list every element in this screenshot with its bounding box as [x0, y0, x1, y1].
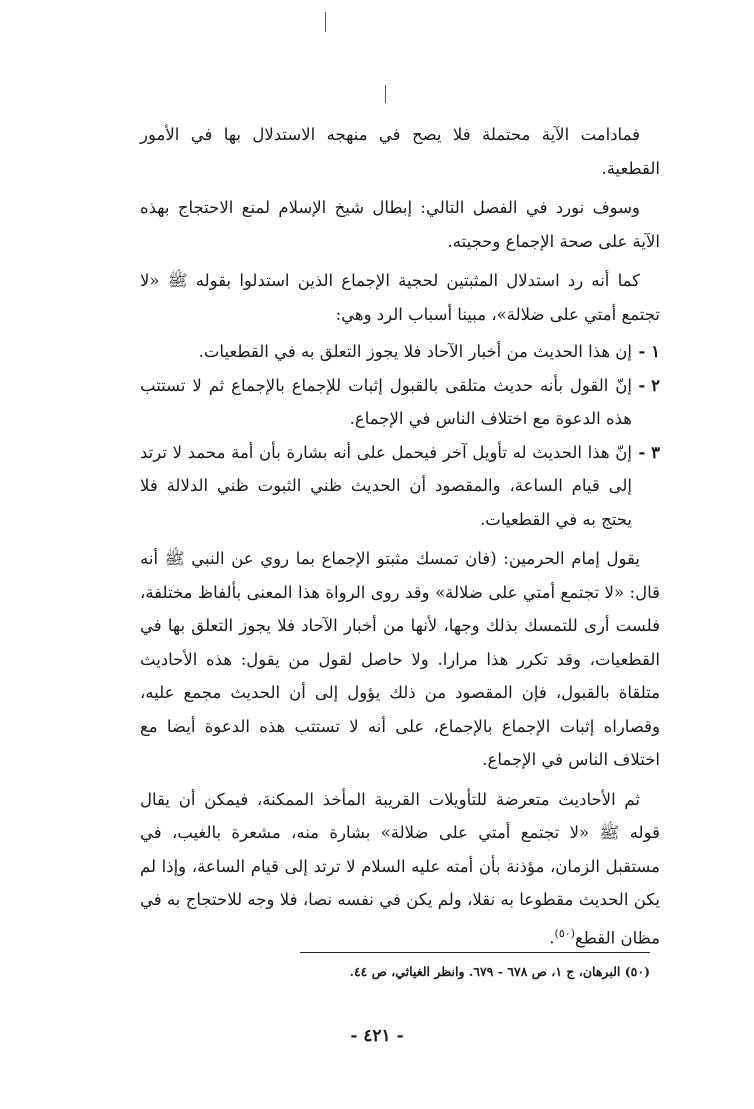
scan-mark-middle — [385, 85, 386, 103]
list-item — [140, 436, 660, 537]
list-number: ٣ - — [638, 442, 660, 462]
scan-mark-top — [325, 12, 326, 32]
paragraph-1: فمادامت الآية محتملة فلا يصح في منهجه الاستدلال بها في الأمور القطعية. — [140, 125, 660, 178]
final-paragraph — [140, 783, 660, 955]
final-paragraph-text: ثم الأحاديث متعرضة للتأويلات القريبة المأخذ الممكنة، فيمكن أن يقال قوله ﷺ «لا تجتمع أمتي على ضلالة» بشارة منه، مشعرة بالغيب، في مستقبل الزمان، مؤذنة بأن أمته عليه السلام لا ترتد إلى قيام الساعة، وإذا لم يكن الحديث مقطوعا به نقلا، ولم يكن في نفسه نصا، فلا وجه للاحتجاج به في مظان القطع — [140, 789, 660, 947]
footnote-divider — [300, 952, 650, 953]
paragraph-3: كما أنه رد استدلال المثبتين لحجية الإجماع الذين استدلوا بقوله ﷺ «لا تجتمع أمتي على ضلالة»، مبينا أسباب الرد وهي: — [140, 271, 660, 324]
list-text: إنّ هذا الحديث له تأويل آخر فيحمل على أنه بشارة بأن أمة محمد لا ترتد إلى قيام الساعة، والمقصود أن الحديث ظني الثبوت ظني الدلالة فلا يحتج به في القطعيات. — [140, 442, 632, 529]
list-number: ١ - — [638, 342, 660, 361]
list-text: إنّ القول بأنه حديث متلقى بالقبول إثبات للإجماع بالإجماع ثم لا تستتب هذه الدعوة مع اختلاف الناس في الإجماع. — [140, 375, 632, 428]
list-item — [140, 335, 660, 369]
paragraph-2: وسوف نورد في الفصل التالي: إبطال شيخ الإسلام لمنع الاحتجاج بهذه الآية على صحة الإجماع وحجيته. — [140, 198, 660, 251]
list-number: ٢ - — [638, 375, 660, 395]
page-number: - ٤٢١ - — [350, 1026, 404, 1046]
list-text: إن هذا الحديث من أخبار الآحاد فلا يجوز التعلق به في القطعيات. — [198, 342, 632, 361]
quote-paragraph: يقول إمام الحرمين: (فان تمسك مثبتو الإجماع بما روي عن النبي ﷺ أنه قال: «لا تجتمع أمتي على ضلالة» وقد روى الرواة هذا المعنى بألفاظ مختلفة، فلست أرى للتمسك بذلك وجها، لأنها من أخبار الآحاد فلا يجوز التعلق بها في القطعيات، وقد تكرر هذا مرارا. ولا حاصل لقول من يقول: هذه الأحاديث متلقاة بالقبول، فإن المقصود من ذلك يؤول إلى أن الحديث مجمع عليه، وقصاراه إثبات الإجماع بالإجماع، على أنه لا تستتب هذه الدعوة أيضا مع اختلاف الناس في الإجماع. — [140, 549, 660, 769]
footnote-reference: (٥٠) — [554, 926, 575, 940]
reasons-list — [140, 335, 660, 536]
list-item — [140, 369, 660, 436]
main-text — [140, 118, 660, 961]
footnote: (٥٠) البرهان، ج ١، ص ٦٧٨ - ٦٧٩. وانظر الغياثي، ص ٤٤. — [349, 964, 650, 979]
final-paragraph-end: . — [549, 928, 555, 947]
